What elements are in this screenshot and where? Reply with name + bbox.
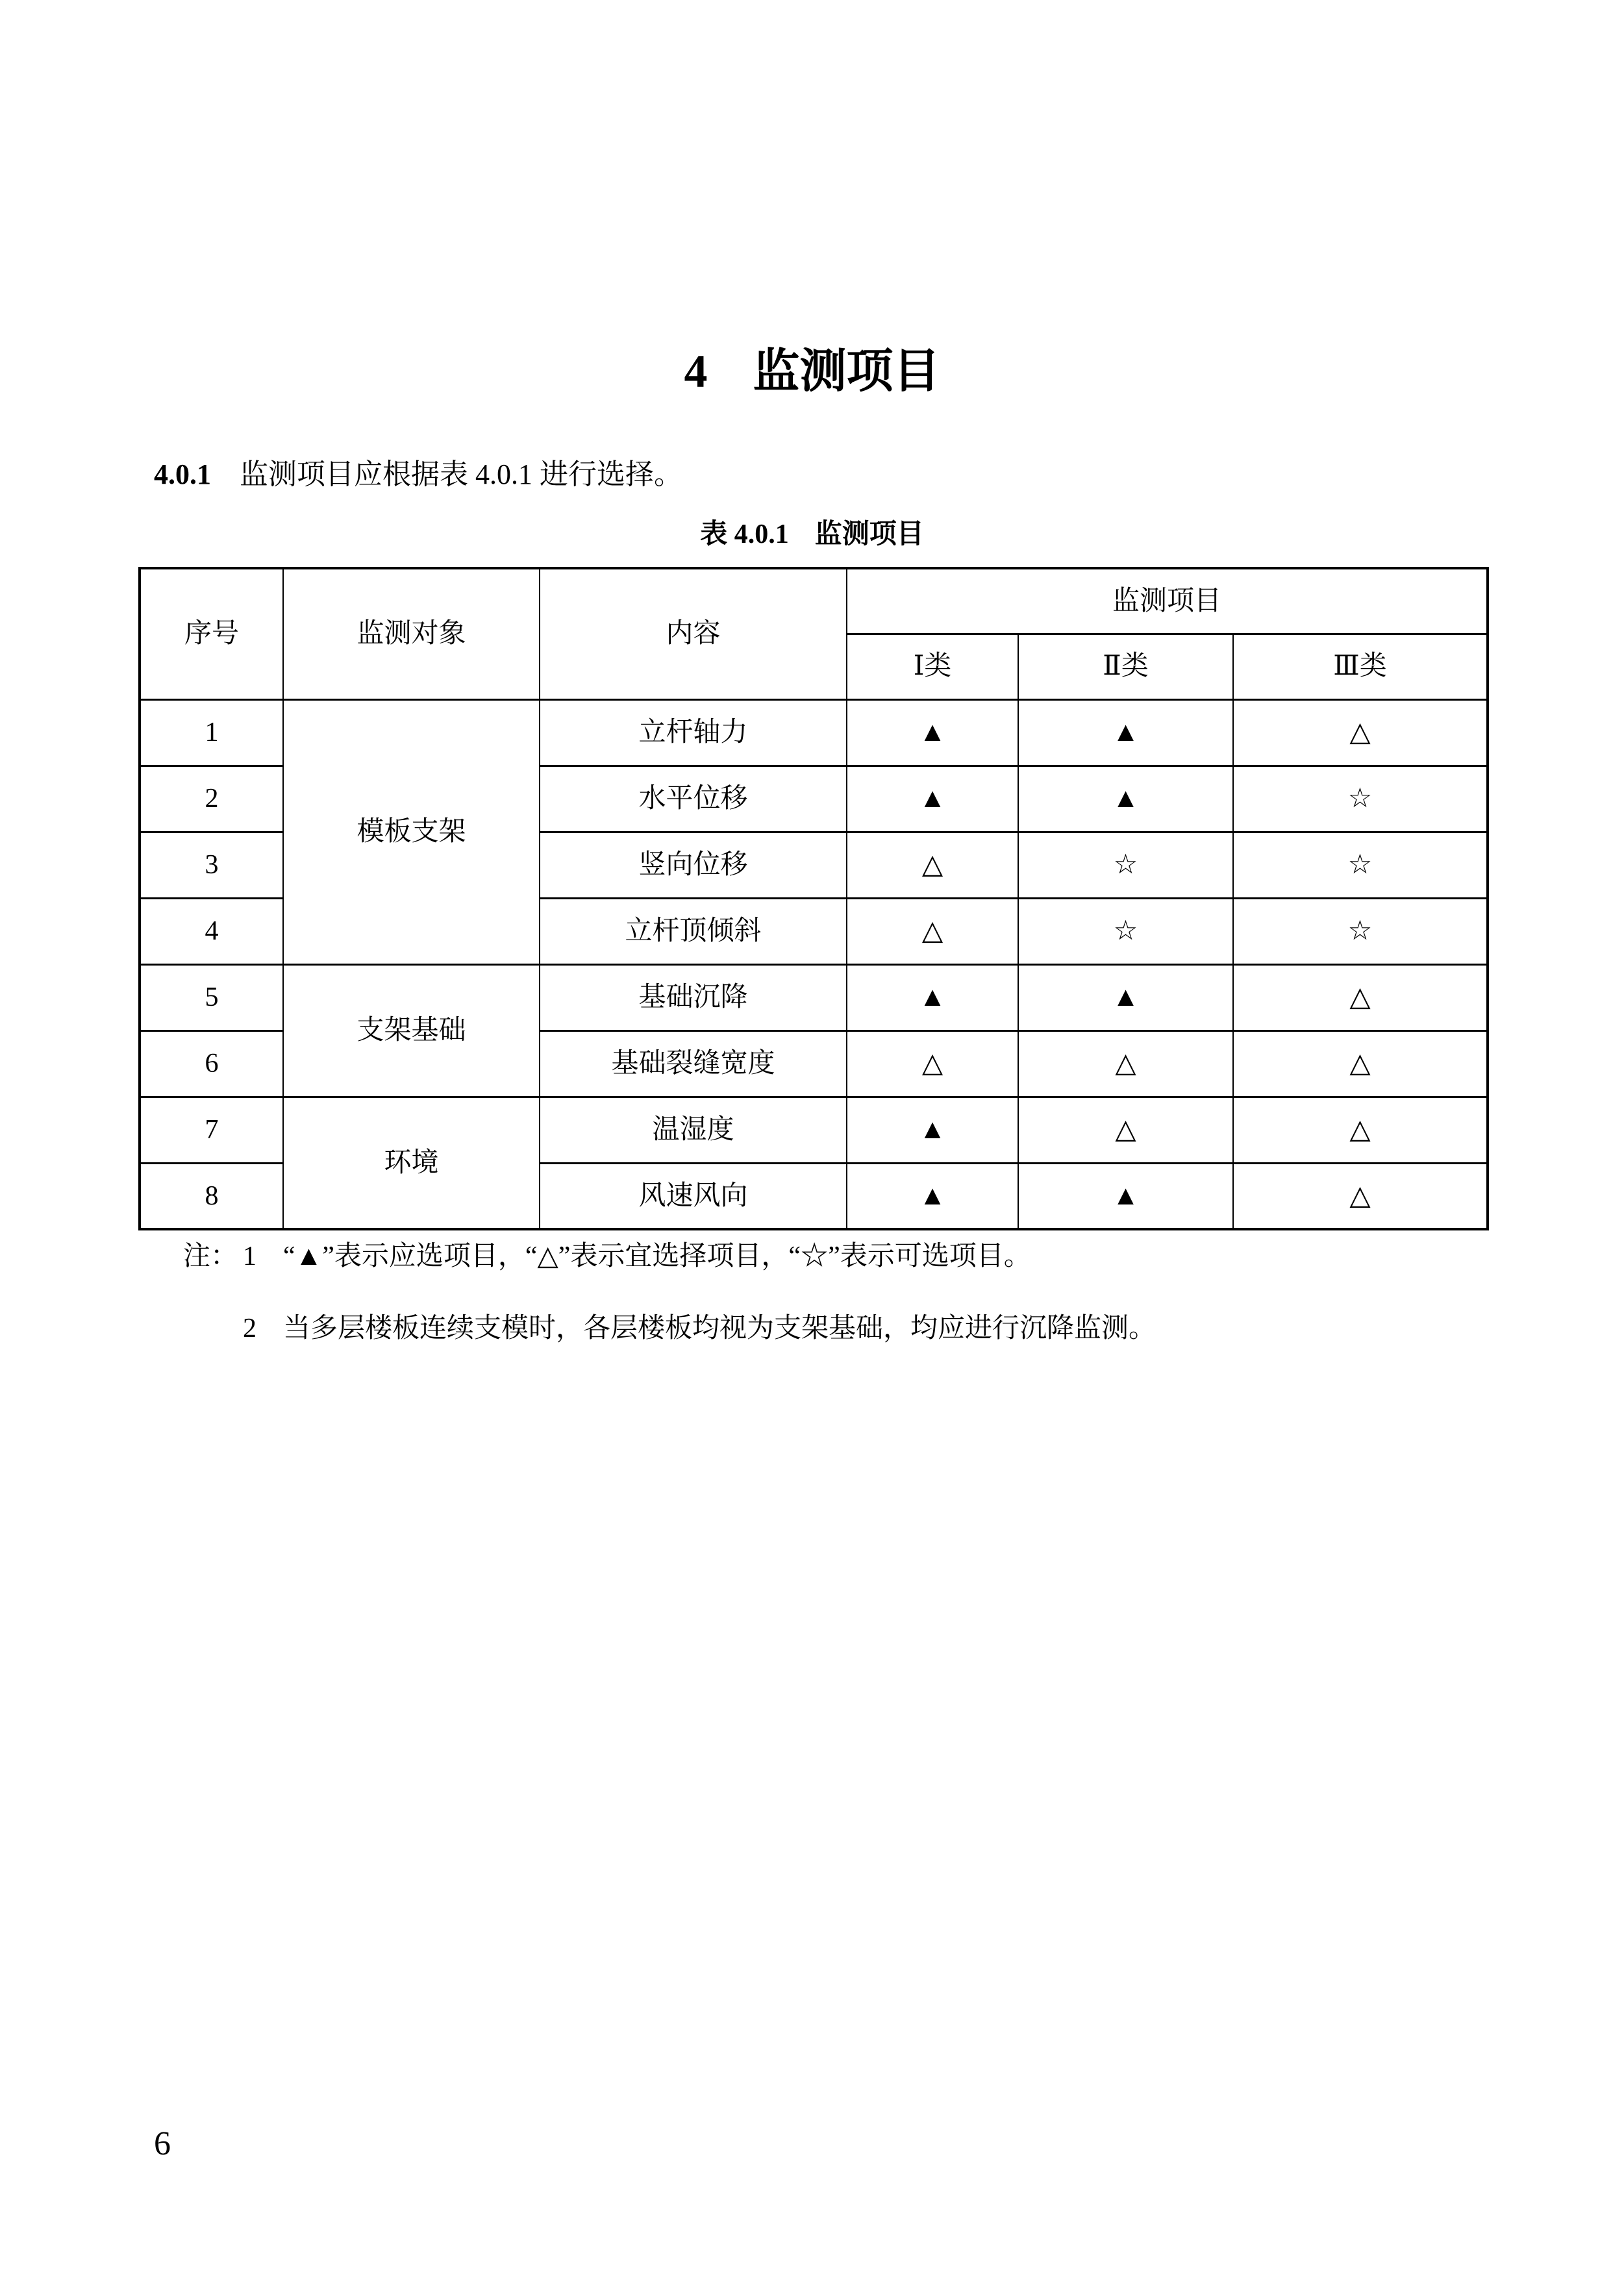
- cell-serial: 4: [140, 898, 283, 964]
- page-number: 6: [154, 2125, 171, 2162]
- table-row: [140, 699, 1488, 766]
- cell-class2-mark: ☆: [1018, 832, 1233, 898]
- header-cell-group: 监测项目: [847, 568, 1488, 634]
- cell-class3-mark: △: [1233, 964, 1488, 1030]
- table-caption-number: 表 4.0.1: [700, 519, 789, 549]
- cell-class3-mark: ☆: [1233, 832, 1488, 898]
- clause-4-0-1: [154, 456, 682, 493]
- cell-serial: 5: [140, 964, 283, 1030]
- cell-class1-mark: ▲: [847, 699, 1018, 766]
- cell-serial: 2: [140, 766, 283, 832]
- chapter-title: [0, 345, 1624, 397]
- note-1: [183, 1239, 1156, 1275]
- cell-class2-mark: △: [1018, 1030, 1233, 1097]
- cell-class1-mark: ▲: [847, 1163, 1018, 1229]
- cell-class1-mark: △: [847, 1030, 1018, 1097]
- clause-text: 监测项目应根据表 4.0.1 进行选择。: [240, 458, 682, 490]
- header-cell-class3: Ⅲ类: [1233, 634, 1488, 699]
- cell-content: 基础裂缝宽度: [540, 1030, 847, 1097]
- table-header-row-1: [140, 568, 1488, 634]
- cell-class1-mark: △: [847, 832, 1018, 898]
- cell-object-environment: 环境: [283, 1097, 540, 1229]
- table-caption: [0, 518, 1624, 552]
- note-2-number: 2: [243, 1313, 256, 1343]
- monitoring-items-table: [138, 567, 1489, 1230]
- cell-class2-mark: ▲: [1018, 699, 1233, 766]
- note-1-number: 1: [243, 1242, 256, 1271]
- cell-content: 立杆轴力: [540, 699, 847, 766]
- cell-class3-mark: △: [1233, 1030, 1488, 1097]
- cell-class1-mark: ▲: [847, 1097, 1018, 1163]
- header-cell-class1: Ⅰ类: [847, 634, 1018, 699]
- table-caption-title: 监测项目: [814, 519, 924, 549]
- cell-class3-mark: △: [1233, 699, 1488, 766]
- notes-label: 注：: [183, 1242, 238, 1271]
- header-cell-content: 内容: [540, 568, 847, 699]
- cell-class1-mark: ▲: [847, 766, 1018, 832]
- cell-class1-mark: △: [847, 898, 1018, 964]
- cell-class1-mark: ▲: [847, 964, 1018, 1030]
- cell-content: 基础沉降: [540, 964, 847, 1030]
- table-notes: [183, 1239, 1156, 1382]
- note-2: [183, 1311, 1156, 1347]
- cell-class3-mark: ☆: [1233, 766, 1488, 832]
- header-cell-class2: Ⅱ类: [1018, 634, 1233, 699]
- chapter-name: 监测项目: [753, 345, 940, 397]
- cell-content: 温湿度: [540, 1097, 847, 1163]
- clause-number: 4.0.1: [154, 458, 211, 490]
- header-cell-serial: 序号: [140, 568, 283, 699]
- cell-class2-mark: ▲: [1018, 1163, 1233, 1229]
- cell-class2-mark: ☆: [1018, 898, 1233, 964]
- cell-serial: 7: [140, 1097, 283, 1163]
- cell-content: 立杆顶倾斜: [540, 898, 847, 964]
- cell-content: 水平位移: [540, 766, 847, 832]
- table-row: [140, 964, 1488, 1030]
- table-row: [140, 1097, 1488, 1163]
- cell-object-formwork-support: 模板支架: [283, 699, 540, 964]
- cell-serial: 1: [140, 699, 283, 766]
- cell-serial: 6: [140, 1030, 283, 1097]
- cell-object-support-foundation: 支架基础: [283, 964, 540, 1097]
- cell-serial: 3: [140, 832, 283, 898]
- cell-class3-mark: △: [1233, 1163, 1488, 1229]
- note-2-text: 当多层楼板连续支模时，各层楼板均视为支架基础，均应进行沉降监测。: [283, 1313, 1156, 1343]
- cell-class2-mark: △: [1018, 1097, 1233, 1163]
- note-1-text: “▲”表示应选项目，“△”表示宜选择项目，“☆”表示可选项目。: [283, 1242, 1031, 1271]
- chapter-number: 4: [684, 345, 708, 397]
- cell-class2-mark: ▲: [1018, 766, 1233, 832]
- cell-serial: 8: [140, 1163, 283, 1229]
- cell-class3-mark: △: [1233, 1097, 1488, 1163]
- cell-class2-mark: ▲: [1018, 964, 1233, 1030]
- cell-class3-mark: ☆: [1233, 898, 1488, 964]
- cell-content: 风速风向: [540, 1163, 847, 1229]
- header-cell-object: 监测对象: [283, 568, 540, 699]
- cell-content: 竖向位移: [540, 832, 847, 898]
